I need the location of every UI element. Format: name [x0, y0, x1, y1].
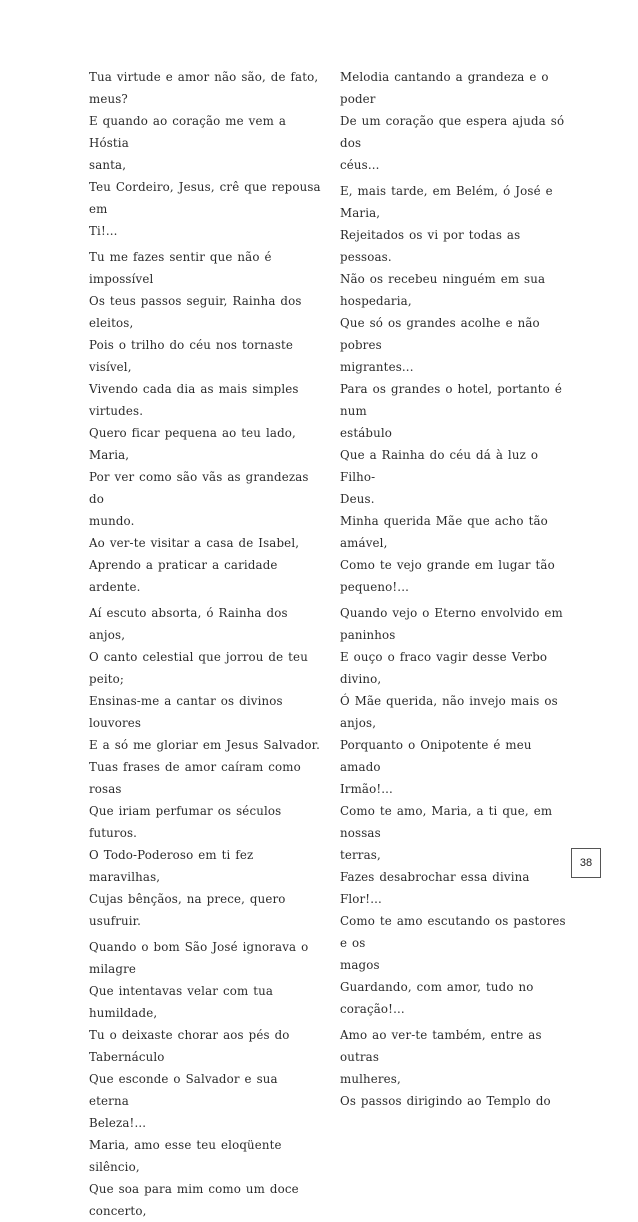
left-text-column	[89, 66, 321, 1222]
verse-line: meus?	[89, 92, 128, 106]
verse-line: Que iriam perfumar os séculos futuros.	[89, 804, 282, 840]
verse-line: E, mais tarde, em Belém, ó José e	[340, 184, 553, 198]
verse-line: O canto celestial que jorrou de teu peito;	[89, 650, 308, 686]
verse-line: E a só me gloriar em Jesus Salvador.	[89, 738, 321, 752]
verse-line: Que esconde o Salvador e sua eterna	[89, 1072, 278, 1108]
left-column-stanza	[89, 66, 321, 242]
verse-line: coração!...	[340, 1002, 405, 1016]
left-column-stanza	[89, 602, 321, 932]
verse-line: Os teus passos seguir, Rainha dos eleitos,	[89, 294, 302, 330]
verse-line: E quando ao coração me vem a Hóstia	[89, 114, 287, 150]
right-text-column	[340, 66, 572, 1112]
verse-line: Como te vejo grande em lugar tão	[340, 558, 555, 572]
verse-line: humildade,	[89, 1006, 158, 1020]
right-column-stanza	[340, 180, 572, 598]
verse-line: Que intentavas velar com tua	[89, 984, 274, 998]
verse-line: Maria, amo esse teu eloqüente silêncio,	[89, 1138, 282, 1174]
verse-line: mulheres,	[340, 1072, 401, 1086]
verse-line: Amo ao ver-te também, entre as outras	[340, 1028, 542, 1064]
verse-line: De um coração que espera ajuda só dos	[340, 114, 565, 150]
verse-line: Beleza!...	[89, 1116, 147, 1130]
verse-line: Que só os grandes acolhe e não pobres	[340, 316, 540, 352]
verse-line: Quando vejo o Eterno envolvido em	[340, 606, 563, 620]
verse-line: Quando o bom São José ignorava o	[89, 940, 309, 954]
verse-line: Deus.	[340, 492, 375, 506]
verse-line: Pois o trilho do céu nos tornaste visível,	[89, 338, 294, 374]
verse-line: Ti!...	[89, 224, 118, 238]
verse-line: Ensinas-me a cantar os divinos louvores	[89, 694, 283, 730]
verse-line: Tuas frases de amor caíram como rosas	[89, 760, 301, 796]
verse-line: magos	[340, 958, 380, 972]
verse-line: Irmão!...	[340, 782, 393, 796]
verse-line: Ao ver-te visitar a casa de Isabel,	[89, 536, 300, 550]
verse-line: santa,	[89, 158, 127, 172]
verse-line: Vivendo cada dia as mais simples	[89, 382, 299, 396]
page-number	[571, 848, 601, 878]
verse-line: Tua virtude e amor não são, de fato,	[89, 70, 319, 84]
verse-line: Por ver como são vãs as grandezas do	[89, 470, 309, 506]
verse-line: Minha querida Mãe que acho tão	[340, 514, 548, 528]
verse-line: Fazes desabrochar essa divina Flor!...	[340, 870, 530, 906]
verse-line: Cujas bênçãos, na prece, quero usufruir.	[89, 892, 286, 928]
verse-line: Que soa para mim como um doce	[89, 1182, 299, 1196]
verse-line: Quero ficar pequena ao teu lado, Maria,	[89, 426, 296, 462]
left-column-stanza	[89, 246, 321, 598]
verse-line: mundo.	[89, 514, 135, 528]
verse-line: O Todo-Poderoso em ti fez maravilhas,	[89, 848, 254, 884]
verse-line: Tu o deixaste chorar aos pés do	[89, 1028, 290, 1042]
verse-line: Maria,	[340, 206, 381, 220]
verse-line: Ó Mãe querida, não invejo mais os	[340, 694, 558, 708]
verse-line: Tu me fazes sentir que não é impossível	[89, 250, 272, 286]
verse-line: amável,	[340, 536, 388, 550]
verse-line: concerto,	[89, 1204, 147, 1218]
verse-line: Como te amo escutando os pastores e os	[340, 914, 566, 950]
verse-line: pequeno!...	[340, 580, 410, 594]
verse-line: estábulo	[340, 426, 393, 440]
verse-line: Tabernáculo	[89, 1050, 165, 1064]
verse-line: Como te amo, Maria, a ti que, em nossas	[340, 804, 553, 840]
verse-line: Guardando, com amor, tudo no	[340, 980, 534, 994]
verse-line: Os passos dirigindo ao Templo do	[340, 1094, 551, 1108]
verse-line: Teu Cordeiro, Jesus, crê que repousa em	[89, 180, 321, 216]
verse-line: Aprendo a praticar a caridade ardente.	[89, 558, 278, 594]
left-column-stanza	[89, 936, 321, 1222]
verse-line: Aí escuto absorta, ó Rainha dos anjos,	[89, 606, 288, 642]
verse-line: terras,	[340, 848, 381, 862]
right-column-stanza	[340, 602, 572, 1020]
verse-line: migrantes...	[340, 360, 414, 374]
verse-line: virtudes.	[89, 404, 144, 418]
verse-line: Porquanto o Onipotente é meu amado	[340, 738, 532, 774]
verse-line: Para os grandes o hotel, portanto é num	[340, 382, 562, 418]
verse-line: Rejeitados os vi por todas as pessoas.	[340, 228, 521, 264]
page-number-text: 38	[579, 857, 593, 869]
right-column-stanza	[340, 66, 572, 176]
verse-line: céus...	[340, 158, 380, 172]
verse-line: paninhos	[340, 628, 396, 642]
right-column-stanza	[340, 1024, 572, 1112]
verse-line: Melodia cantando a grandeza e o poder	[340, 70, 549, 106]
verse-line: anjos,	[340, 716, 377, 730]
verse-line: milagre	[89, 962, 136, 976]
verse-line: Não os recebeu ninguém em sua	[340, 272, 546, 286]
verse-line: hospedaria,	[340, 294, 412, 308]
verse-line: E ouço o fraco vagir desse Verbo divino,	[340, 650, 548, 686]
verse-line: Que a Rainha do céu dá à luz o Filho-	[340, 448, 539, 484]
